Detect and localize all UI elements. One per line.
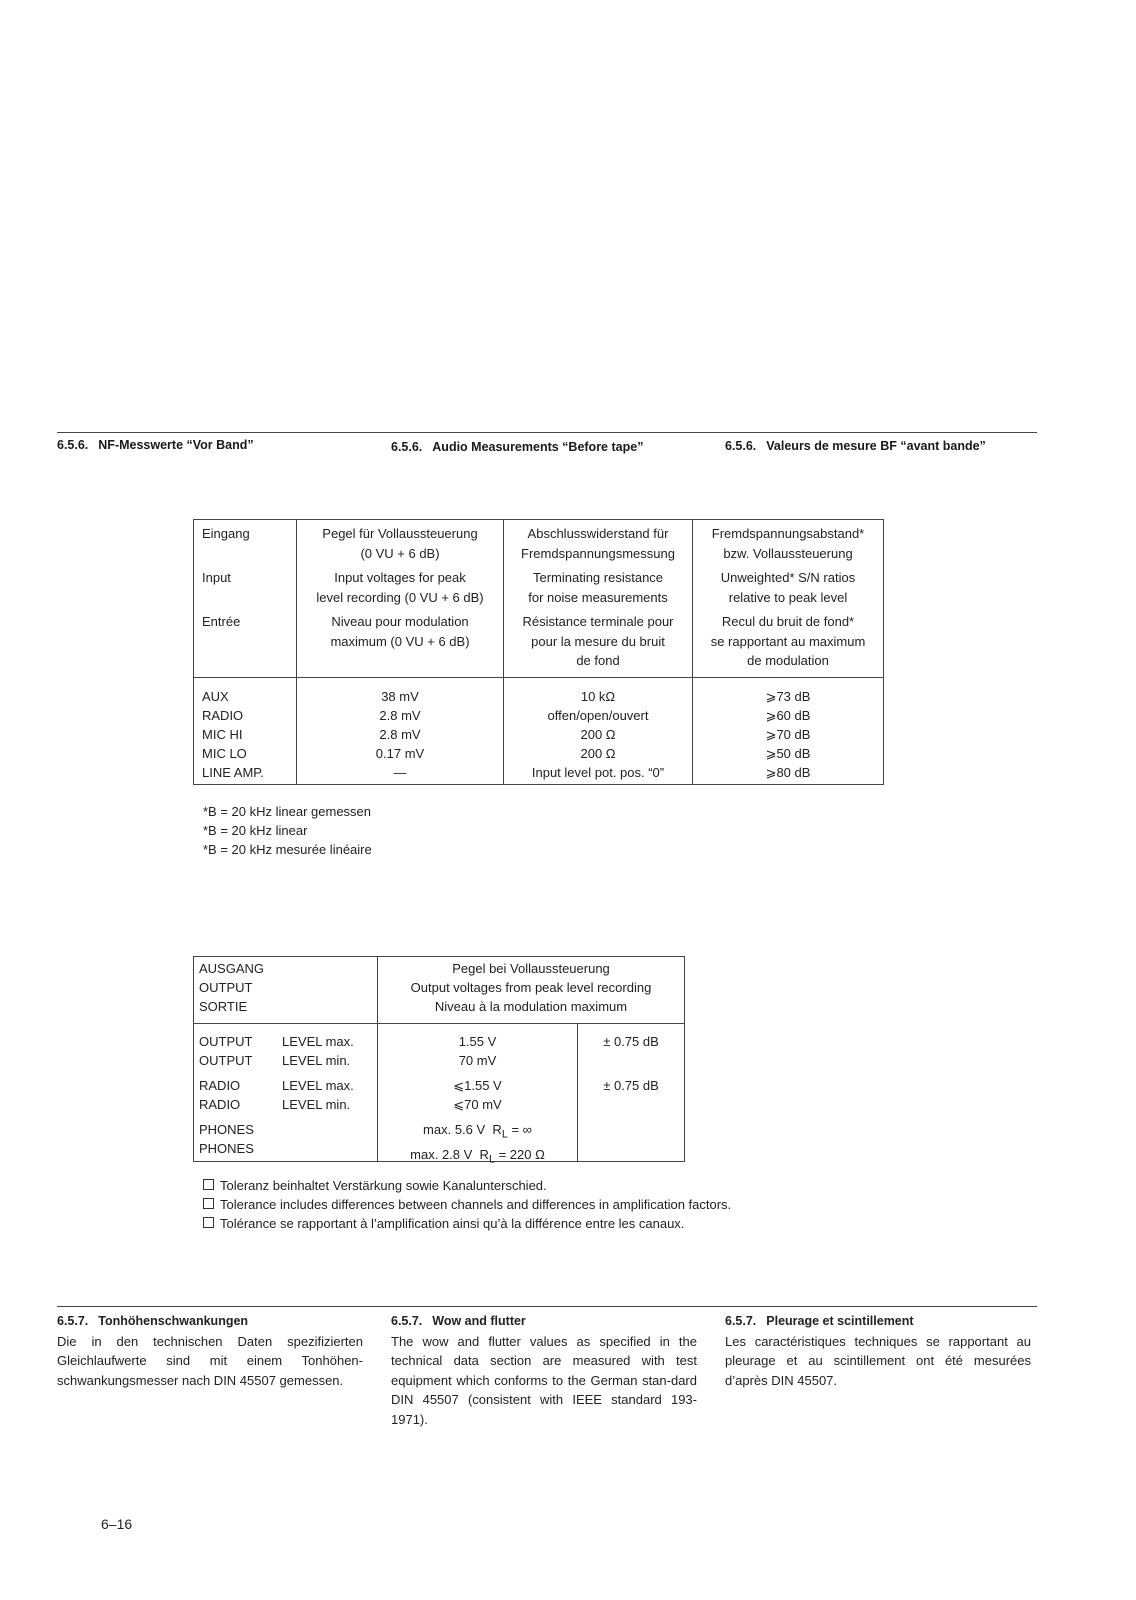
table-cell: LINE AMP. bbox=[202, 764, 264, 780]
checkbox-square-icon bbox=[203, 1198, 214, 1209]
header-input: Eingang Input Entrée bbox=[194, 520, 297, 678]
header-terminating-resistance: Abschlusswiderstand für Fremdspannungsmessung Terminating resistance for noise measurements Résistance terminale pour pour la mesure du bruit de fond bbox=[504, 520, 693, 678]
tolerance-notes bbox=[203, 1176, 731, 1233]
table-cell: OUTPUT bbox=[199, 1053, 253, 1068]
table-cell: Input level pot. pos. “0” bbox=[531, 764, 665, 780]
output-level-settings bbox=[282, 1032, 354, 1114]
section-body-de: Die in den technischen Daten spezifizierten Gleichlaufwerte sind mit einem Tonhöhen-schwankungsmesser nach DIN 45507 gemessen. bbox=[57, 1333, 363, 1388]
table-cell: 200 Ω bbox=[580, 745, 616, 761]
table-cell: AUX bbox=[202, 688, 229, 704]
table-cell: RADIO bbox=[199, 1097, 241, 1112]
section-title-en: 6.5.6. Audio Measurements “Before tape” bbox=[391, 440, 644, 454]
table-cell: ⩾60 dB bbox=[765, 707, 811, 723]
output-tolerances bbox=[578, 1032, 684, 1095]
section-title-fr: 6.5.7. Pleurage et scintillement bbox=[725, 1314, 914, 1328]
checkbox-square-icon bbox=[203, 1179, 214, 1190]
table-cell: PHONES bbox=[199, 1122, 254, 1137]
output-header-right: Pegel bei Vollaussteuerung Output voltages from peak level recording Niveau à la modulation maximum bbox=[410, 961, 652, 1014]
column-level bbox=[297, 677, 504, 784]
table-cell: offen/open/ouvert bbox=[547, 707, 649, 723]
table-cell: RADIO bbox=[202, 707, 244, 723]
footnote: *B = 20 kHz linear gemessen bbox=[203, 804, 372, 819]
footnote: *B = 20 kHz linear bbox=[203, 823, 308, 838]
table-cell: 2.8 mV bbox=[379, 726, 421, 742]
table-cell: LEVEL max. bbox=[282, 1078, 354, 1093]
bottom-rule bbox=[57, 1306, 1037, 1307]
table-cell: — bbox=[393, 764, 407, 780]
table-cell: 70 mV bbox=[458, 1053, 497, 1068]
table-cell: ⩽1.55 V bbox=[453, 1078, 502, 1093]
page-number: 6–16 bbox=[101, 1516, 133, 1532]
table-cell: RADIO bbox=[199, 1078, 241, 1093]
table-cell: LEVEL max. bbox=[282, 1034, 354, 1049]
column-sn bbox=[693, 677, 884, 784]
table-cell: ⩾73 dB bbox=[765, 688, 811, 704]
table-cell: 38 mV bbox=[381, 688, 419, 704]
wow-flutter-en bbox=[391, 1312, 697, 1429]
wow-flutter-de bbox=[57, 1312, 363, 1390]
table-cell: ⩾50 dB bbox=[765, 745, 811, 761]
top-rule bbox=[57, 432, 1037, 433]
section-title-de: 6.5.7. Tonhöhenschwankungen bbox=[57, 1314, 249, 1328]
footnote: *B = 20 kHz mesurée linéaire bbox=[203, 842, 372, 857]
table-cell: 1.55 V bbox=[458, 1034, 497, 1049]
table-cell: LEVEL min. bbox=[282, 1053, 351, 1068]
table-cell: 2.8 mV bbox=[379, 707, 421, 723]
table-cell: ⩾70 dB bbox=[765, 726, 811, 742]
input-table-body bbox=[194, 677, 884, 784]
table-cell: max. 2.8 V $R_L = 220$ Ω bbox=[410, 1146, 545, 1166]
section-body-fr: Les caractéristiques techniques se rapportant au pleurage et au scintillement ont été mesurées d’après DIN 45507. bbox=[725, 1333, 1031, 1388]
header-sn-ratio: Fremdspannungsabstand* bzw. Vollaussteuerung Unweighted* S/N ratios relative to peak level Recul du bruit de fond* se rapportant au maximum de modulation bbox=[693, 520, 884, 678]
input-table-header bbox=[194, 520, 884, 678]
table-cell: ⩾80 dB bbox=[765, 764, 811, 780]
header-input-voltage: Pegel für Vollaussteuerung (0 VU + 6 dB) Input voltages for peak level recording (0 VU + 6 dB) Niveau pour modulation maximum (0 VU + 6 dB) bbox=[297, 520, 504, 678]
table-cell: MIC LO bbox=[202, 745, 247, 761]
table-cell: LEVEL min. bbox=[282, 1097, 351, 1112]
table-cell: MIC HI bbox=[202, 726, 243, 742]
output-header-left: AUSGANG OUTPUT SORTIE bbox=[199, 961, 265, 1014]
table-cell: ⩽70 mV bbox=[453, 1097, 502, 1112]
output-levels-table bbox=[193, 956, 685, 1166]
wow-flutter-fr bbox=[725, 1312, 1031, 1390]
output-names bbox=[199, 1032, 254, 1158]
section-title-en: 6.5.7. Wow and flutter bbox=[391, 1314, 526, 1328]
table-cell: max. 5.6 V $R_L$ = ∞ bbox=[423, 1122, 532, 1141]
tolerance-note: Toleranz beinhaltet Verstärkung sowie Kanalunterschied. bbox=[203, 1176, 731, 1195]
table-cell: 200 Ω bbox=[580, 726, 616, 742]
bandwidth-footnotes bbox=[203, 802, 372, 859]
table-cell: OUTPUT bbox=[199, 1034, 253, 1049]
table-cell: ± 0.75 dB bbox=[603, 1078, 659, 1093]
table-cell: 0.17 mV bbox=[375, 745, 425, 761]
section-body-en: The wow and flutter values as specified in the technical data section are measured with test equipment which conforms to the German stan-dard DIN 45507 (consistent with IEEE standard 193-1971). bbox=[391, 1333, 697, 1427]
column-resistance bbox=[504, 677, 693, 784]
tolerance-note: Tolerance includes differences between channels and differences in amplification factors. bbox=[203, 1195, 731, 1214]
output-values bbox=[378, 1032, 577, 1169]
input-measurements-table bbox=[193, 519, 884, 785]
tolerance-note: Tolérance se rapportant à l’amplification ainsi qu’à la différence entre les canaux. bbox=[203, 1214, 731, 1233]
table-cell: ± 0.75 dB bbox=[603, 1034, 659, 1049]
table-cell: 10 kΩ bbox=[580, 688, 616, 704]
checkbox-square-icon bbox=[203, 1217, 214, 1228]
section-title-de: 6.5.6. NF-Messwerte “Vor Band” bbox=[57, 438, 254, 452]
section-title-fr: 6.5.6. Valeurs de mesure BF “avant bande” bbox=[725, 439, 986, 453]
table-cell: PHONES bbox=[199, 1141, 254, 1156]
column-input bbox=[194, 677, 297, 784]
